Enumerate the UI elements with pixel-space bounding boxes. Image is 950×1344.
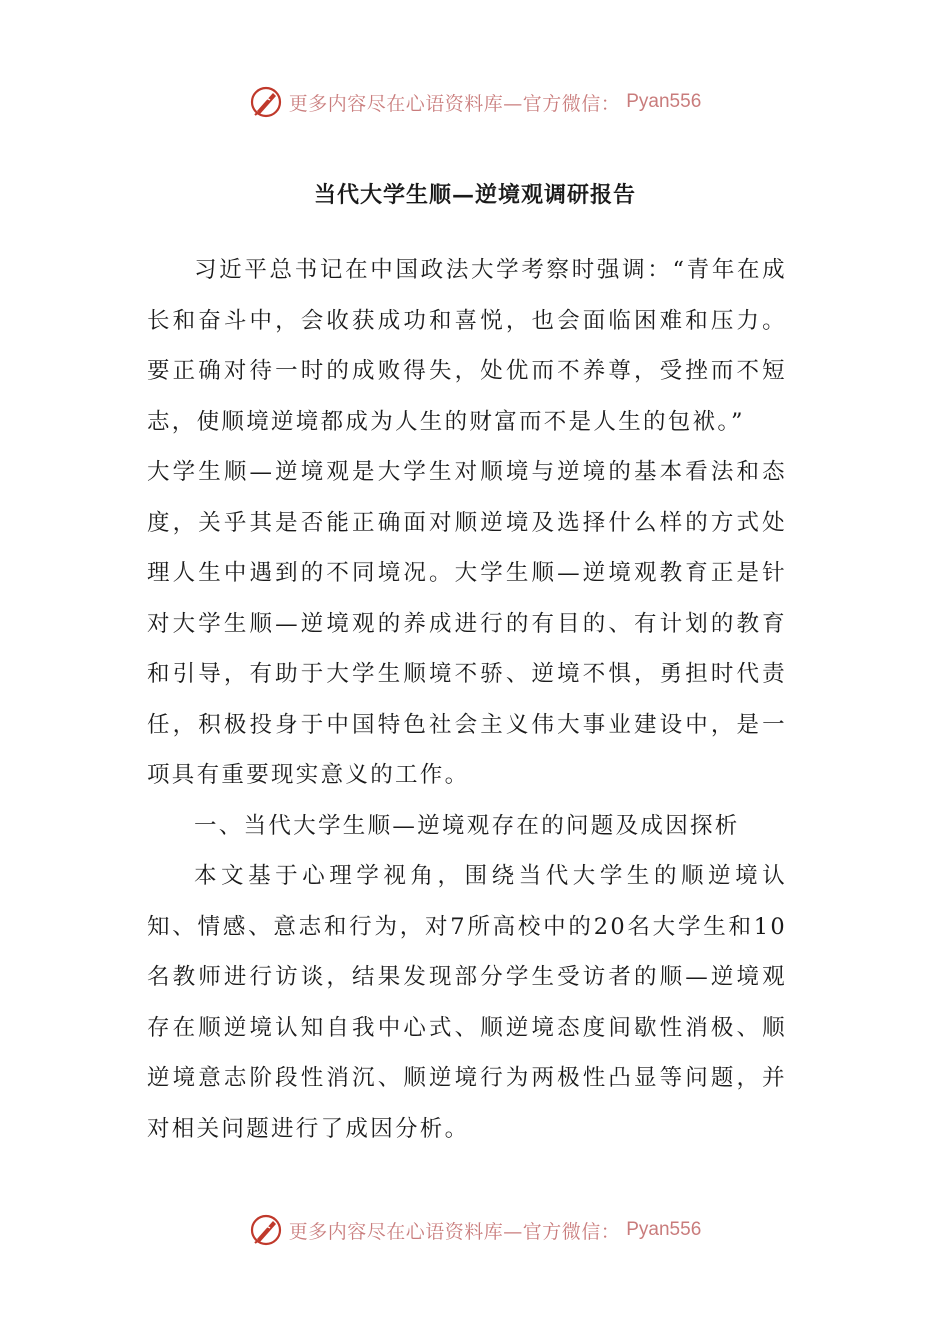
document-body <box>147 245 787 1154</box>
paragraph-method: 本文基于心理学视角，围绕当代大学生的顺逆境认知、情感、意志和行为，对7所高校中的20名大学生和10名教师进行访谈，结果发现部分学生受访者的顺—逆境观存在顺逆境认知自我中心式、顺逆境态度间歇性消极、顺逆境意志阶段性消沉、顺逆境行为两极性凸显等问题，并对相关问题进行了成因分析。 <box>147 863 787 1142</box>
watermark-text: 更多内容尽在心语资料库—官方微信： <box>288 1220 621 1243</box>
document-title: 当代大学生顺—逆境观调研报告 <box>313 182 636 208</box>
paragraph-quote: 习近平总书记在中国政法大学考察时强调：“青年在成长和奋斗中，会收获成功和喜悦，也会面临困难和压力。要正确对待一时的成败得失，处优而不养尊，受挫而不短志，使顺境逆境都成为人生的财富而不是人生的包袱。” <box>147 257 787 435</box>
watermark-wechat-id: Pyan556 <box>626 91 702 112</box>
pen-logo-icon <box>249 85 283 119</box>
section-heading: 一、当代大学生顺—逆境观存在的问题及成因探析 <box>194 812 740 839</box>
watermark-text: 更多内容尽在心语资料库—官方微信： <box>288 92 621 115</box>
watermark-footer <box>0 1210 950 1250</box>
watermark-header <box>0 82 950 122</box>
watermark-wechat-id: Pyan556 <box>626 1219 702 1240</box>
paragraph-definition: 大学生顺—逆境观是大学生对顺境与逆境的基本看法和态度，关乎其是否能正确面对顺逆境及选择什么样的方式处理人生中遇到的不同境况。大学生顺—逆境观教育正是针对大学生顺—逆境观的养成进行的有目的、有计划的教育和引导，有助于大学生顺境不骄、逆境不惧，勇担时代责任，积极投身于中国特色社会主义伟大事业建设中，是一项具有重要现实意义的工作。 <box>147 459 787 788</box>
pen-logo-icon <box>249 1213 283 1247</box>
